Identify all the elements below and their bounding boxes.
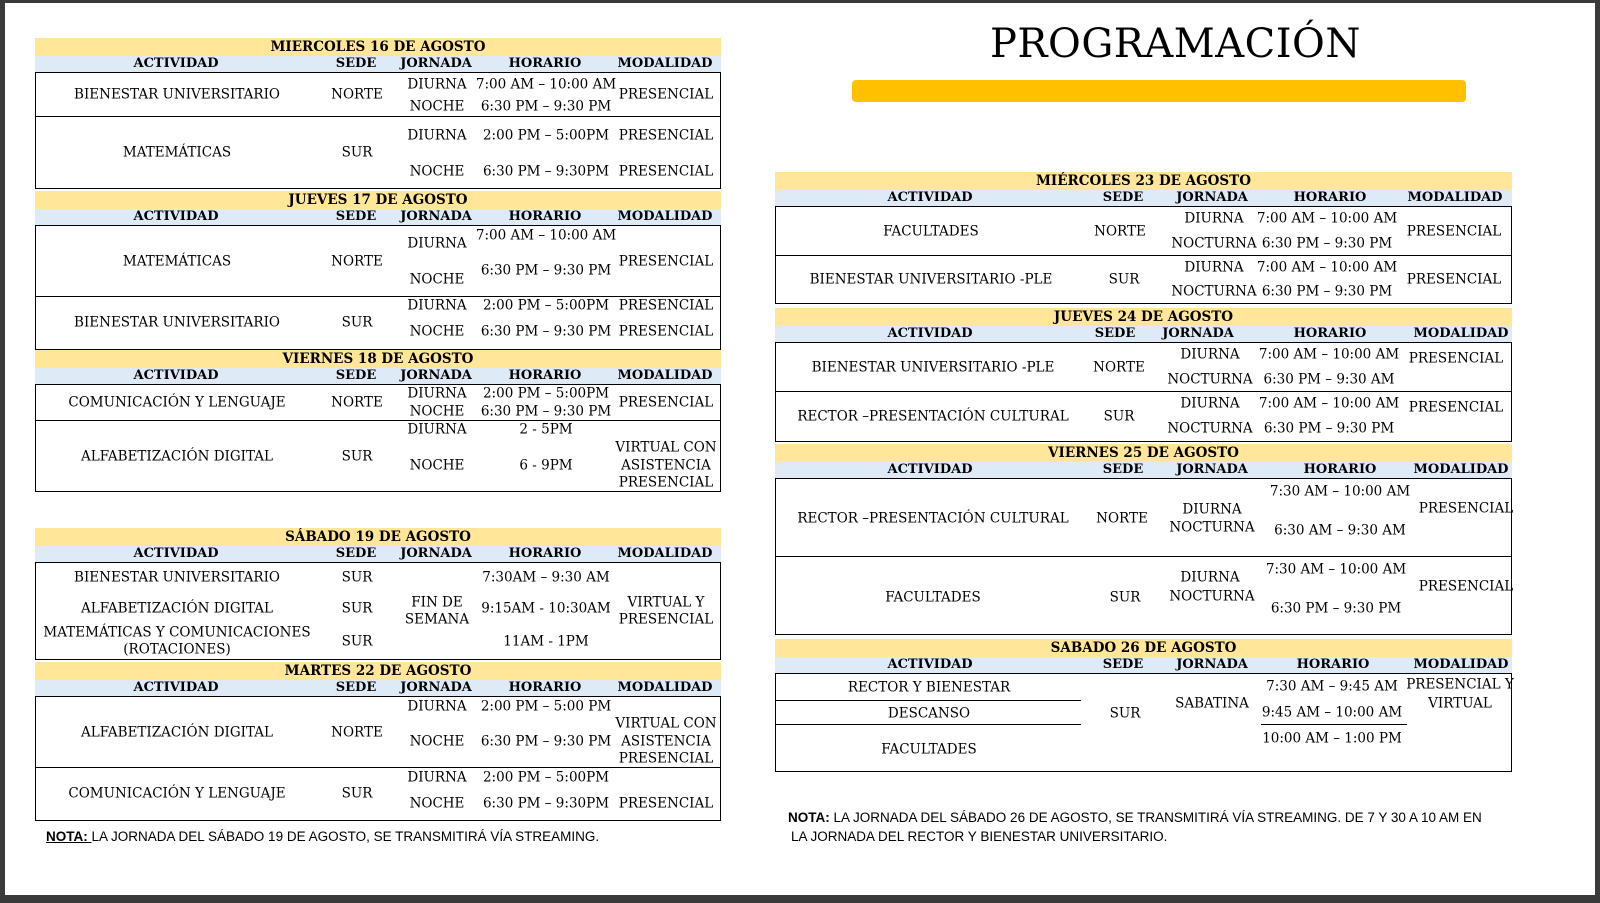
row-sede: SUR	[341, 144, 373, 161]
row-jornada: NOCTURNA	[1169, 519, 1255, 536]
row-actividad: (ROTACIONES)	[123, 641, 231, 658]
row-actividad: FACULTADES	[883, 223, 979, 240]
row-horario: 2:00 PM – 5:00PM	[482, 385, 610, 402]
row-actividad: FACULTADES	[881, 741, 977, 758]
day-block-mie23	[775, 172, 1512, 304]
row-jornada: DIURNA	[1180, 346, 1240, 363]
row-horario: 7:00 AM – 10:00 AM	[1258, 395, 1400, 412]
row-modalidad: VIRTUAL CON	[615, 715, 717, 732]
row-horario: 6:30 PM – 9:30 PM	[480, 98, 612, 115]
col-horario: HORARIO	[508, 209, 582, 224]
col-actividad: ACTIVIDAD	[887, 657, 973, 672]
column-headers	[775, 462, 1512, 478]
row-modalidad: PRESENCIAL	[618, 394, 714, 411]
row-horario: 9:45 AM – 10:00 AM	[1261, 704, 1403, 721]
row-jornada: DIURNA	[1184, 210, 1244, 227]
day-header: MIERCOLES 16 DE AGOSTO	[35, 38, 721, 56]
col-actividad: ACTIVIDAD	[133, 680, 219, 695]
row-horario: 6:30 PM – 9:30 PM	[480, 262, 612, 279]
row-sede: NORTE	[1093, 359, 1145, 376]
row-jornada: DIURNA	[1180, 569, 1240, 586]
row-jornada: DIURNA	[1182, 501, 1242, 518]
day-header: VIERNES 18 DE AGOSTO	[35, 350, 721, 368]
row-horario: 7:00 AM – 10:00 AM	[475, 76, 617, 93]
col-actividad: ACTIVIDAD	[887, 462, 973, 477]
schedule-row	[775, 557, 1512, 635]
day-block-jue17	[35, 191, 721, 350]
row-jornada: DIURNA	[1184, 259, 1244, 276]
col-jornada: JORNADA	[400, 209, 472, 224]
row-sede: SUR	[341, 785, 373, 802]
col-modalidad: MODALIDAD	[1413, 462, 1509, 477]
day-header: MARTES 22 DE AGOSTO	[35, 662, 721, 680]
row-jornada: NOCHE	[409, 163, 465, 180]
row-horario: 10:00 AM – 1:00 PM	[1262, 730, 1402, 747]
row-modalidad: PRESENCIAL Y	[1406, 676, 1514, 693]
row-horario: 7:30 AM – 10:00 AM	[1269, 483, 1411, 500]
column-headers	[35, 680, 721, 696]
schedule-row	[35, 421, 721, 492]
page-title: PROGRAMACIÓN	[990, 21, 1361, 67]
row-modalidad: VIRTUAL	[1428, 695, 1492, 712]
day-block-sab19	[35, 528, 721, 660]
row-jornada: NOCHE	[409, 733, 465, 750]
row-jornada: DIURNA	[407, 297, 467, 314]
day-header: VIERNES 25 DE AGOSTO	[775, 444, 1512, 462]
col-horario: HORARIO	[1293, 190, 1367, 205]
col-sede: SEDE	[1094, 326, 1136, 341]
row-horario: 6 - 9PM	[519, 457, 573, 474]
column-headers	[35, 368, 721, 384]
row-horario: 6:30 PM – 9:30 PM	[1263, 420, 1395, 437]
row-modalidad: VIRTUAL Y	[627, 594, 705, 611]
day-block-mar22	[35, 662, 721, 821]
row-jornada: NOCHE	[409, 323, 465, 340]
col-sede: SEDE	[1102, 657, 1144, 672]
row-modalidad: PRESENCIAL	[618, 253, 714, 270]
column-headers	[775, 190, 1512, 206]
col-horario: HORARIO	[508, 546, 582, 561]
row-horario: 6:30 PM – 9:30 PM	[1261, 283, 1393, 300]
row-divider	[1261, 724, 1407, 725]
row-modalidad: PRESENCIAL	[618, 86, 714, 103]
schedule-row	[35, 384, 721, 421]
row-horario: 2:00 PM – 5:00PM	[482, 127, 610, 144]
row-sede: NORTE	[331, 253, 383, 270]
col-modalidad: MODALIDAD	[617, 368, 713, 383]
note-text: LA JORNADA DEL SÁBADO 19 DE AGOSTO, SE TRANSMITIRÁ VÍA STREAMING.	[91, 829, 600, 844]
column-headers	[775, 657, 1512, 673]
row-horario: 6:30 AM – 9:30 AM	[1274, 522, 1406, 539]
col-jornada: JORNADA	[1176, 657, 1248, 672]
col-sede: SEDE	[335, 546, 377, 561]
col-jornada: JORNADA	[1162, 326, 1234, 341]
day-block-vie18	[35, 350, 721, 492]
row-horario: 6:30 PM – 9:30 AM	[1263, 371, 1395, 388]
row-jornada: DIURNA	[407, 127, 467, 144]
row-horario: 2 - 5PM	[519, 421, 573, 438]
row-modalidad: PRESENCIAL	[1406, 223, 1502, 240]
row-actividad: BIENESTAR UNIVERSITARIO	[74, 86, 280, 103]
row-jornada: DIURNA	[407, 769, 467, 786]
col-jornada: JORNADA	[400, 680, 472, 695]
row-horario: 2:00 PM – 5:00 PM	[480, 698, 612, 715]
row-jornada: NOCHE	[409, 271, 465, 288]
col-modalidad: MODALIDAD	[1407, 190, 1503, 205]
row-modalidad: ASISTENCIA	[621, 733, 711, 750]
col-sede: SEDE	[335, 680, 377, 695]
row-modalidad: PRESENCIAL	[618, 795, 714, 812]
row-jornada: NOCTURNA	[1171, 235, 1257, 252]
row-modalidad: VIRTUAL CON	[615, 439, 717, 456]
col-sede: SEDE	[335, 56, 377, 71]
schedule-row	[35, 562, 721, 660]
col-sede: SEDE	[1102, 462, 1144, 477]
row-actividad: RECTOR –PRESENTACIÓN CULTURAL	[797, 510, 1069, 527]
row-horario: 6:30 PM – 9:30 PM	[480, 733, 612, 750]
note-label: NOTA:	[788, 810, 830, 825]
row-modalidad: PRESENCIAL	[618, 474, 714, 491]
note-left	[46, 827, 599, 846]
row-sede: SUR	[1109, 705, 1141, 722]
day-block-jue24	[775, 308, 1512, 442]
row-jornada: NOCHE	[409, 795, 465, 812]
row-modalidad: PRESENCIAL	[618, 611, 714, 628]
row-actividad: BIENESTAR UNIVERSITARIO -PLE	[809, 271, 1053, 288]
column-headers	[35, 56, 721, 72]
day-header: JUEVES 17 DE AGOSTO	[35, 191, 721, 209]
row-sede: NORTE	[331, 394, 383, 411]
day-header: SÁBADO 19 DE AGOSTO	[35, 528, 721, 546]
row-sede: SUR	[341, 633, 373, 650]
row-jornada: NOCTURNA	[1167, 371, 1253, 388]
row-modalidad: ASISTENCIA	[621, 457, 711, 474]
row-jornada: NOCHE	[409, 403, 465, 420]
row-actividad: FACULTADES	[885, 589, 981, 606]
schedule-row	[35, 768, 721, 821]
note-right	[788, 808, 1482, 846]
day-block-sab26	[775, 639, 1512, 772]
row-jornada: NOCTURNA	[1171, 283, 1257, 300]
row-actividad: BIENESTAR UNIVERSITARIO	[74, 314, 280, 331]
col-jornada: JORNADA	[400, 56, 472, 71]
col-modalidad: MODALIDAD	[1413, 657, 1509, 672]
row-jornada: SABATINA	[1175, 695, 1249, 712]
row-modalidad: PRESENCIAL	[618, 127, 714, 144]
col-horario: HORARIO	[1293, 326, 1367, 341]
col-jornada: JORNADA	[1176, 190, 1248, 205]
row-actividad: DESCANSO	[887, 705, 971, 722]
schedule-row	[35, 117, 721, 189]
row-modalidad: PRESENCIAL	[618, 297, 714, 314]
schedule-row	[775, 478, 1512, 557]
row-actividad: RECTOR Y BIENESTAR	[847, 679, 1011, 696]
col-actividad: ACTIVIDAD	[133, 209, 219, 224]
row-actividad: ALFABETIZACIÓN DIGITAL	[81, 448, 273, 465]
col-horario: HORARIO	[508, 368, 582, 383]
note-text: LA JORNADA DEL SÁBADO 26 DE AGOSTO, SE TRANSMITIRÁ VÍA STREAMING. DE 7 Y 30 A 10 AM EN	[829, 810, 1482, 825]
row-jornada: DIURNA	[1180, 395, 1240, 412]
schedule-row	[775, 342, 1512, 392]
col-modalidad: MODALIDAD	[617, 546, 713, 561]
row-sede: NORTE	[1096, 510, 1148, 527]
row-modalidad: PRESENCIAL	[1408, 350, 1504, 367]
day-header: JUEVES 24 DE AGOSTO	[775, 308, 1512, 326]
row-actividad: BIENESTAR UNIVERSITARIO -PLE	[811, 359, 1055, 376]
row-sede: SUR	[341, 569, 373, 586]
schedule-row	[775, 206, 1512, 256]
col-actividad: ACTIVIDAD	[887, 326, 973, 341]
row-modalidad: PRESENCIAL	[618, 750, 714, 767]
row-jornada: DIURNA	[407, 235, 467, 252]
row-jornada: NOCTURNA	[1169, 588, 1255, 605]
row-horario: 9:15AM - 10:30AM	[481, 600, 611, 617]
row-actividad: ALFABETIZACIÓN DIGITAL	[81, 600, 273, 617]
row-horario: 6:30 PM – 9:30PM	[482, 163, 610, 180]
col-horario: HORARIO	[508, 56, 582, 71]
col-actividad: ACTIVIDAD	[133, 56, 219, 71]
row-jornada: DIURNA	[407, 76, 467, 93]
col-horario: HORARIO	[508, 680, 582, 695]
row-actividad: RECTOR –PRESENTACIÓN CULTURAL	[797, 408, 1069, 425]
row-sede: NORTE	[331, 86, 383, 103]
row-horario: 7:30 AM – 10:00 AM	[1265, 561, 1407, 578]
note-label: NOTA:	[46, 829, 92, 844]
schedule-row	[35, 225, 721, 297]
column-headers	[775, 326, 1512, 342]
row-horario: 6:30 PM – 9:30 PM	[1261, 235, 1393, 252]
row-jornada: FIN DE	[411, 594, 463, 611]
day-header: MIÉRCOLES 23 DE AGOSTO	[775, 172, 1512, 190]
row-jornada: DIURNA	[407, 698, 467, 715]
row-jornada: DIURNA	[407, 421, 467, 438]
row-jornada: NOCTURNA	[1167, 420, 1253, 437]
schedule-row	[35, 696, 721, 768]
row-modalidad: PRESENCIAL	[618, 323, 714, 340]
schedule-row	[35, 72, 721, 117]
row-horario: 11AM - 1PM	[503, 633, 589, 650]
schedule-row	[35, 297, 721, 350]
row-modalidad: PRESENCIAL	[1406, 271, 1502, 288]
col-sede: SEDE	[335, 368, 377, 383]
col-actividad: ACTIVIDAD	[133, 368, 219, 383]
row-jornada: SEMANA	[404, 611, 470, 628]
column-headers	[35, 209, 721, 225]
row-sede: SUR	[1109, 589, 1141, 606]
row-horario: 6:30 PM – 9:30 PM	[1270, 600, 1402, 617]
row-jornada: DIURNA	[407, 385, 467, 402]
row-sede: SUR	[341, 314, 373, 331]
row-actividad: ALFABETIZACIÓN DIGITAL	[81, 724, 273, 741]
row-actividad: MATEMÁTICAS	[122, 144, 232, 161]
row-horario: 7:30AM – 9:30 AM	[482, 569, 610, 586]
row-actividad: BIENESTAR UNIVERSITARIO	[74, 569, 280, 586]
col-modalidad: MODALIDAD	[617, 209, 713, 224]
row-horario: 2:00 PM – 5:00PM	[482, 297, 610, 314]
note-text: LA JORNADA DEL RECTOR Y BIENESTAR UNIVERSITARIO.	[791, 829, 1168, 844]
row-horario: 7:00 AM – 10:00 AM	[1256, 210, 1398, 227]
col-jornada: JORNADA	[400, 368, 472, 383]
row-sede: SUR	[1103, 408, 1135, 425]
schedule-row	[775, 256, 1512, 304]
row-sede: SUR	[1108, 271, 1140, 288]
row-sede: NORTE	[1094, 223, 1146, 240]
row-divider	[776, 700, 1081, 701]
row-modalidad: PRESENCIAL	[1418, 500, 1514, 517]
row-horario: 6:30 PM – 9:30 PM	[480, 403, 612, 420]
document-page	[5, 3, 1595, 895]
col-actividad: ACTIVIDAD	[133, 546, 219, 561]
row-modalidad: PRESENCIAL	[618, 163, 714, 180]
row-sede: SUR	[341, 600, 373, 617]
row-sede: NORTE	[331, 724, 383, 741]
day-block-vie25	[775, 444, 1512, 635]
col-modalidad: MODALIDAD	[617, 56, 713, 71]
row-horario: 6:30 PM – 9:30 PM	[480, 323, 612, 340]
row-jornada: NOCHE	[409, 457, 465, 474]
col-sede: SEDE	[335, 209, 377, 224]
col-jornada: JORNADA	[1176, 462, 1248, 477]
col-horario: HORARIO	[1303, 462, 1377, 477]
col-horario: HORARIO	[1296, 657, 1370, 672]
schedule-row	[775, 392, 1512, 442]
row-horario: 2:00 PM – 5:00PM	[482, 769, 610, 786]
col-sede: SEDE	[1102, 190, 1144, 205]
row-horario: 7:00 AM – 10:00 AM	[1258, 346, 1400, 363]
row-horario: 7:00 AM – 10:00 AM	[1256, 259, 1398, 276]
row-actividad: MATEMÁTICAS Y COMUNICACIONES	[43, 624, 311, 641]
row-divider	[776, 724, 1081, 725]
row-modalidad: PRESENCIAL	[1408, 399, 1504, 416]
title-underline-bar	[852, 80, 1466, 102]
col-modalidad: MODALIDAD	[1413, 326, 1509, 341]
row-horario: 7:30 AM – 9:45 AM	[1266, 678, 1398, 695]
column-headers	[35, 546, 721, 562]
row-modalidad: PRESENCIAL	[1418, 578, 1514, 595]
day-block-mie16	[35, 38, 721, 189]
col-actividad: ACTIVIDAD	[887, 190, 973, 205]
row-horario: 7:00 AM – 10:00 AM	[475, 227, 617, 244]
row-horario: 6:30 PM – 9:30PM	[482, 795, 610, 812]
row-actividad: MATEMÁTICAS	[122, 253, 232, 270]
col-modalidad: MODALIDAD	[617, 680, 713, 695]
row-jornada: NOCHE	[409, 98, 465, 115]
row-actividad: COMUNICACIÓN Y LENGUAJE	[68, 785, 286, 802]
schedule-row	[775, 673, 1512, 772]
row-sede: SUR	[341, 448, 373, 465]
day-header: SABADO 26 DE AGOSTO	[775, 639, 1512, 657]
col-jornada: JORNADA	[400, 546, 472, 561]
row-actividad: COMUNICACIÓN Y LENGUAJE	[68, 394, 286, 411]
